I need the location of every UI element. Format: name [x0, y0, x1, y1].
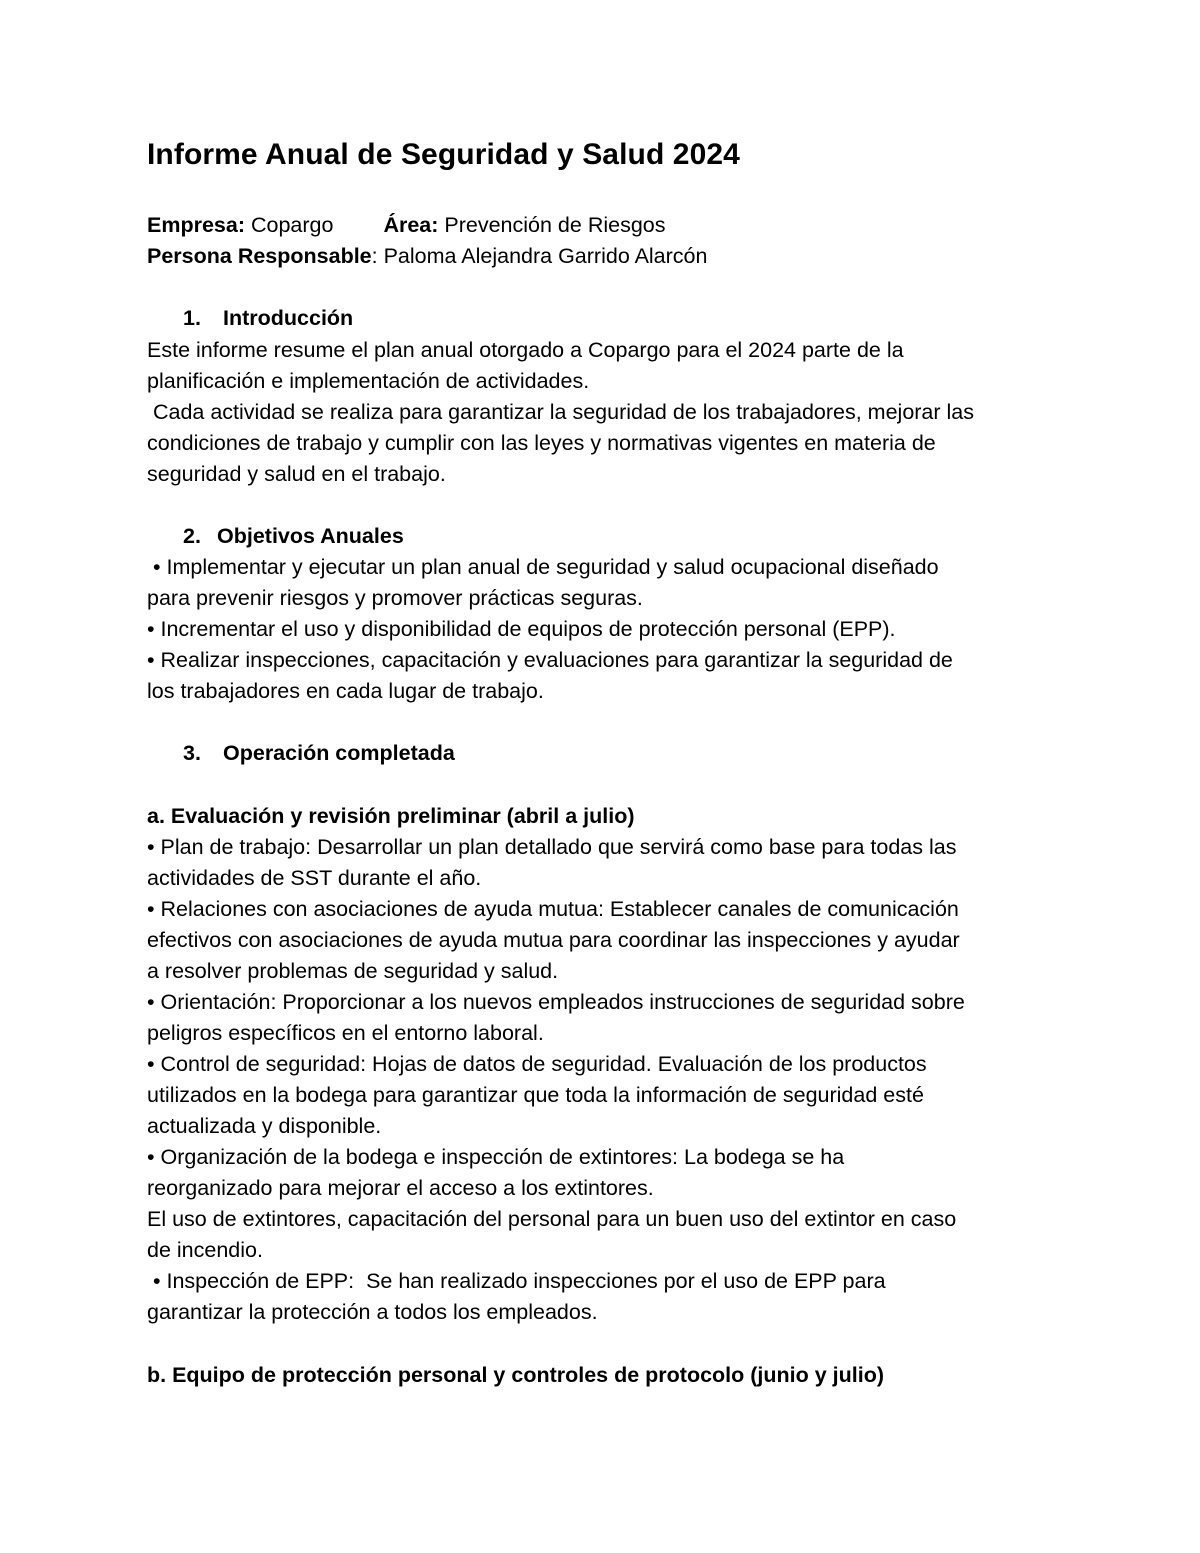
section-2-line: • Implementar y ejecutar un plan anual de seguridad y salud ocupacional diseñado [147, 555, 939, 579]
subsection-a-line: • Organización de la bodega e inspección de extintores: La bodega se ha [147, 1145, 845, 1169]
subsection-a-line: • Relaciones con asociaciones de ayuda mutua: Establecer canales de comunicación [147, 897, 959, 921]
section-1-line: Este informe resume el plan anual otorgado a Copargo para el 2024 parte de la [147, 338, 904, 362]
section-2-number: 2. [183, 524, 201, 548]
section-2-line: • Realizar inspecciones, capacitación y evaluaciones para garantizar la seguridad de [147, 648, 953, 672]
area-value: Prevención de Riesgos [438, 213, 666, 237]
section-3-title: Operación completada [223, 741, 455, 765]
subsection-a-line: de incendio. [147, 1238, 263, 1262]
subsection-b-heading: b. Equipo de protección personal y controles de protocolo (junio y julio) [147, 1363, 885, 1387]
subsection-a-heading: a. Evaluación y revisión preliminar (abril a julio) [147, 804, 635, 828]
document-title: Informe Anual de Seguridad y Salud 2024 [147, 138, 740, 171]
section-2-heading [183, 521, 404, 552]
section-1-line: seguridad y salud en el trabajo. [147, 462, 446, 486]
subsection-a-line: • Orientación: Proporcionar a los nuevos empleados instrucciones de seguridad sobre [147, 990, 965, 1014]
section-2-line: los trabajadores en cada lugar de trabajo. [147, 679, 544, 703]
subsection-a-line: • Inspección de EPP: Se han realizado inspecciones por el uso de EPP para [147, 1269, 886, 1293]
subsection-a-line: actividades de SST durante el año. [147, 866, 482, 890]
section-2-line: para prevenir riesgos y promover prácticas seguras. [147, 586, 643, 610]
subsection-a-line: garantizar la protección a todos los empleados. [147, 1300, 598, 1324]
subsection-a-line: efectivos con asociaciones de ayuda mutua para coordinar las inspecciones y ayudar [147, 928, 960, 952]
section-1-number: 1. [183, 306, 201, 330]
section-1-heading [183, 303, 353, 334]
subsection-a-line: utilizados en la bodega para garantizar que toda la información de seguridad esté [147, 1083, 924, 1107]
company-label: Empresa: [147, 213, 245, 237]
subsection-a-line: peligros específicos en el entorno laboral. [147, 1021, 544, 1045]
section-1-line: Cada actividad se realiza para garantizar la seguridad de los trabajadores, mejorar las [147, 400, 975, 424]
section-3-number: 3. [183, 741, 201, 765]
subsection-a-line: reorganizado para mejorar el acceso a los extintores. [147, 1176, 654, 1200]
subsection-a-line: • Plan de trabajo: Desarrollar un plan detallado que servirá como base para todas las [147, 835, 957, 859]
subsection-a-line: • Control de seguridad: Hojas de datos de seguridad. Evaluación de los productos [147, 1052, 927, 1076]
area-label: Área: [383, 213, 439, 237]
responsible-line [147, 241, 707, 272]
responsible-label: Persona Responsable [147, 244, 372, 268]
company-value: Copargo [245, 213, 334, 237]
section-1-line: condiciones de trabajo y cumplir con las leyes y normativas vigentes en materia de [147, 431, 936, 455]
section-3-heading [183, 738, 455, 769]
subsection-a-line: a resolver problemas de seguridad y salud. [147, 959, 559, 983]
subsection-a-line: actualizada y disponible. [147, 1114, 382, 1138]
section-1-title: Introducción [223, 306, 354, 330]
section-2-line: • Incrementar el uso y disponibilidad de equipos de protección personal (EPP). [147, 617, 896, 641]
section-2-title: Objetivos Anuales [217, 524, 404, 548]
responsible-value: : Paloma Alejandra Garrido Alarcón [371, 244, 708, 268]
subsection-a-line: El uso de extintores, capacitación del personal para un buen uso del extintor en caso [147, 1207, 957, 1231]
company-area-line [147, 210, 666, 241]
section-1-line: planificación e implementación de actividades. [147, 369, 590, 393]
